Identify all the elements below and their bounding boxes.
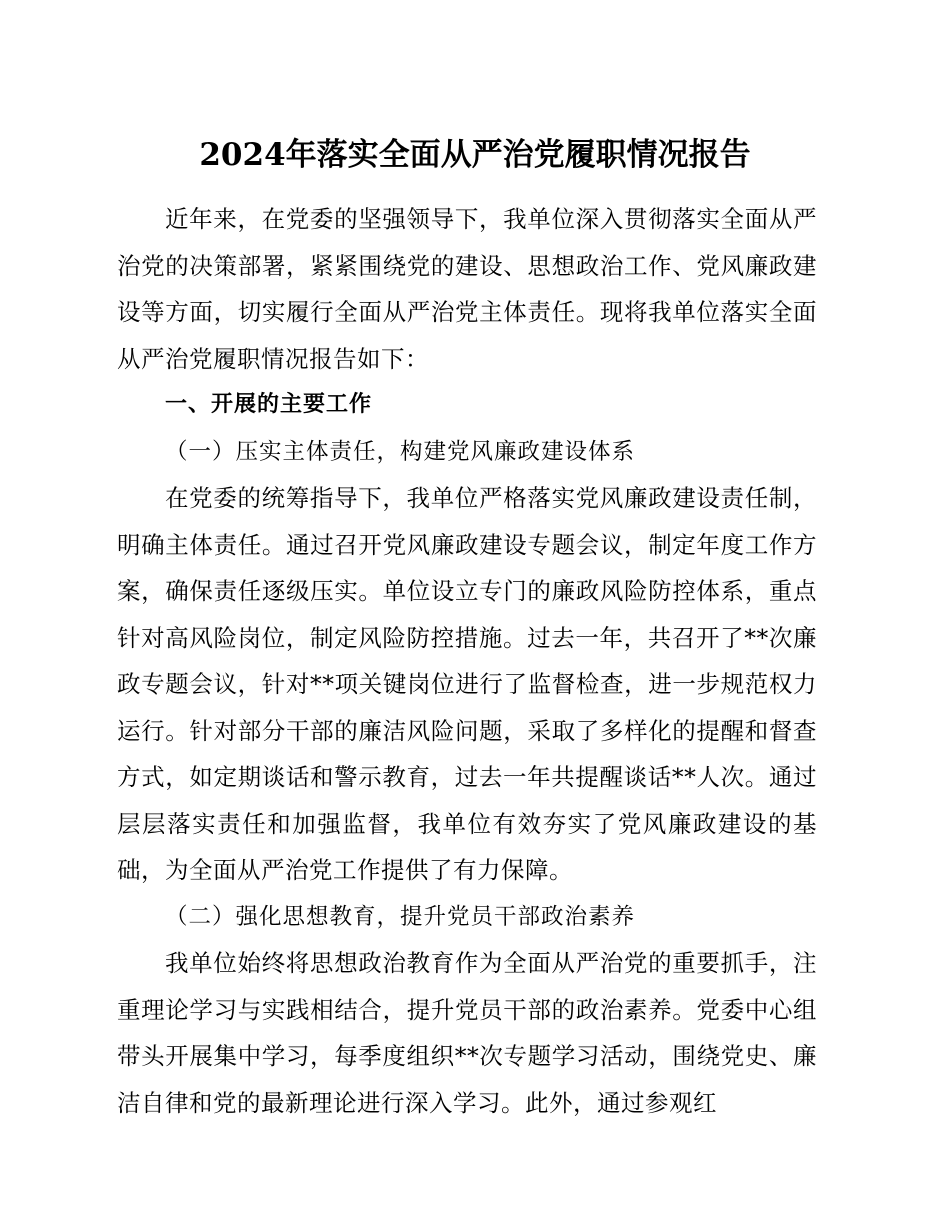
subsection-heading-education: （二）强化思想教育，提升党员干部政治素养 <box>165 903 636 930</box>
subsection-heading-responsibility: （一）压实主体责任，构建党风廉政建设体系 <box>165 438 636 465</box>
document-title: 2024年落实全面从严治党履职情况报告 <box>199 137 751 173</box>
intro-paragraph: 近年来，在党委的坚强领导下，我单位深入贯彻落实全面从严治党的决策部署，紧紧围绕党的建设、思想政治工作、党风廉政建设等方面，切实履行全面从严治党主体责任。现将我单位落实全面从严治党履职情况报告如下： <box>117 205 817 373</box>
education-paragraph: 我单位始终将思想政治教育作为全面从严治党的重要抓手，注重理论学习与实践相结合，提升党员干部的政治素养。党委中心组带头开展集中学习，每季度组织**次专题学习活动，围绕党史、廉洁自律和党的最新理论进行深入学习。此外，通过参观红 <box>117 949 817 1117</box>
section-heading-main-work: 一、开展的主要工作 <box>165 392 373 417</box>
responsibility-paragraph: 在党委的统筹指导下，我单位严格落实党风廉政建设责任制，明确主体责任。通过召开党风廉政建设专题会议，制定年度工作方案，确保责任逐级压实。单位设立专门的廉政风险防控体系，重点针对高风险岗位，制定风险防控措施。过去一年，共召开了**次廉政专题会议，针对**项关键岗位进行了监督检查，进一步规范权力运行。针对部分干部的廉洁风险问题，采取了多样化的提醒和督查方式，如定期谈话和警示教育，过去一年共提醒谈话**人次。通过层层落实责任和加强监督，我单位有效夯实了党风廉政建设的基础，为全面从严治党工作提供了有力保障。 <box>117 484 817 884</box>
document-body <box>117 196 817 1126</box>
